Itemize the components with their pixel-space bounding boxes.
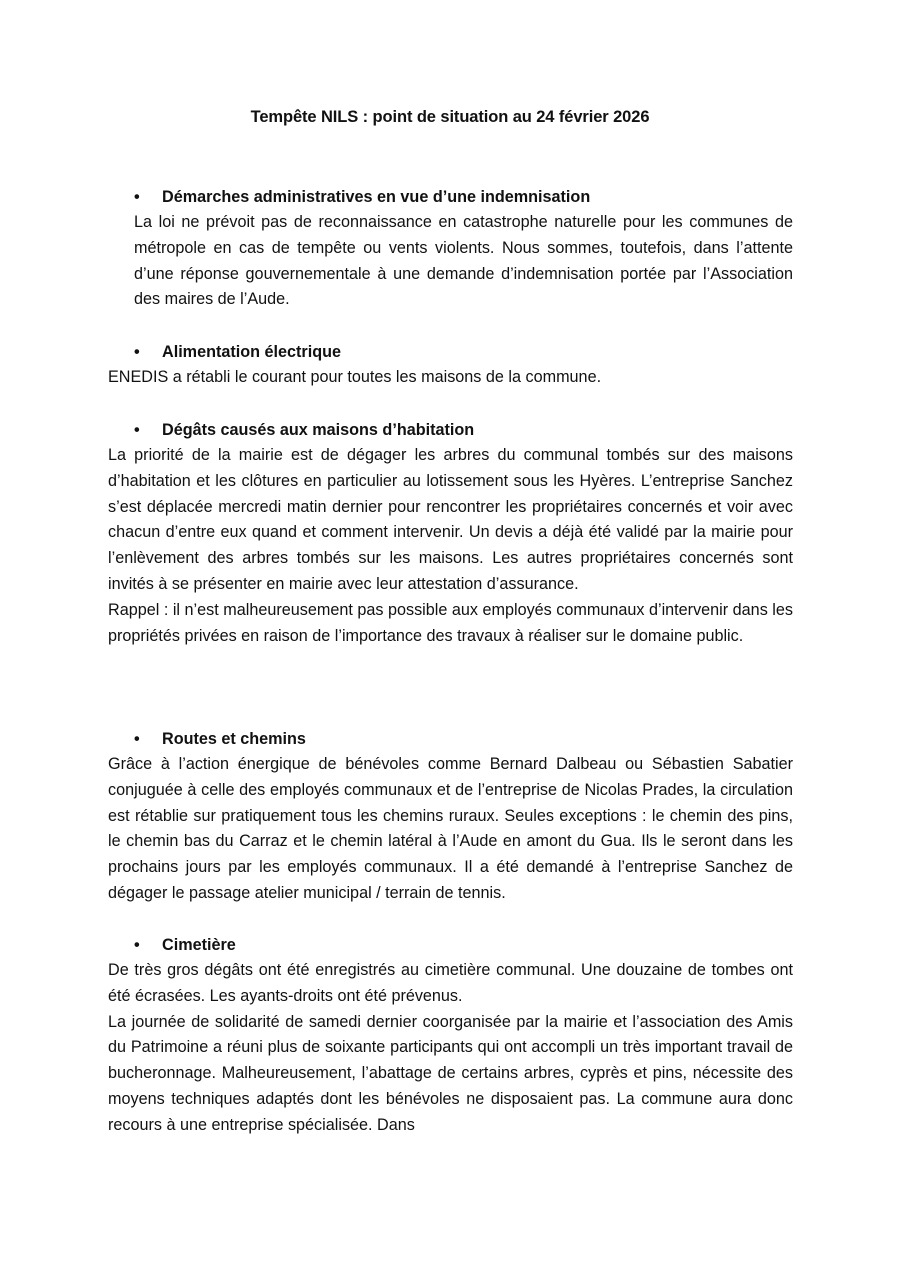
section-paragraph: De très gros dégâts ont été enregistrés au cimetière communal. Une douzaine de tombes ont été écrasées. Les ayants-droits ont été prévenus. (108, 961, 793, 1005)
bullet-icon: • (134, 343, 140, 361)
section-paragraph: La loi ne prévoit pas de reconnaissance en catastrophe naturelle pour les communes de métropole en cas de tempête ou vents violents. Nous sommes, toutefois, dans l’attente d’une réponse gouvernementale à une demande d’indemnisation portée par l’Association des maires de l’Aude. (134, 213, 793, 309)
section-alimentation-electrique (108, 339, 793, 391)
bullet-icon: • (134, 936, 140, 954)
section-indemnisation (108, 184, 793, 313)
section-paragraph: La priorité de la mairie est de dégager les arbres du communal tombés sur des maisons d’habitation et les clôtures en particulier au lotissement sous les Hyères. L’entreprise Sanchez s’est déplacée mercredi matin dernier pour rencontrer les propriétaires concernés et voir avec chacun d’entre eux quand et comment intervenir. Un devis a déjà été validé par la mairie pour l’enlèvement des arbres tombés sur les maisons. Les autres propriétaires concernés sont invités à se présenter en mairie avec leur attestation d’assurance. (108, 446, 793, 593)
reminder-paragraph: Rappel : il n’est malheureusement pas possible aux employés communaux d’intervenir dans les propriétés privées en raison de l’importance des travaux à réaliser sur le domaine public. (108, 600, 793, 645)
section-heading-text: Cimetière (162, 936, 236, 954)
document-title: Tempête NILS : point de situation au 24 février 2026 (250, 108, 650, 126)
bullet-icon: • (134, 188, 140, 206)
section-cimetiere (108, 932, 793, 1139)
section-paragraph: ENEDIS a rétabli le courant pour toutes les maisons de la commune. (108, 368, 602, 386)
bullet-icon: • (134, 421, 140, 439)
section-heading (108, 726, 793, 752)
section-heading (108, 417, 793, 443)
section-degats-maisons (108, 417, 793, 649)
bullet-icon: • (134, 730, 140, 748)
section-heading (108, 932, 793, 958)
section-heading-text: Routes et chemins (162, 730, 306, 748)
section-paragraph: Grâce à l’action énergique de bénévoles comme Bernard Dalbeau ou Sébastien Sabatier conjuguée à celle des employés communaux et de l’entreprise de Nicolas Prades, la circulation est rétablie sur pratiquement tous les chemins ruraux. Seules exceptions : le chemin des pins, le chemin bas du Carraz et le chemin latéral à l’Aude en amont du Gua. Ils le seront dans les prochains jours par les employés communaux. Il a été demandé à l’entreprise Sanchez de dégager le passage atelier municipal / terrain de tennis. (108, 755, 793, 902)
section-routes-chemins (108, 726, 793, 907)
section-heading-text: Dégâts causés aux maisons d’habitation (162, 421, 475, 439)
section-heading-text: Démarches administratives en vue d’une indemnisation (162, 188, 591, 206)
section-heading-text: Alimentation électrique (162, 343, 341, 361)
section-heading (108, 339, 793, 365)
section-heading (108, 184, 793, 210)
section-paragraph: La journée de solidarité de samedi dernier coorganisée par la mairie et l’association des Amis du Patrimoine a réuni plus de soixante participants qui ont accompli un très important travail de bucheronnage. Malheureusement, l’abattage de certains arbres, cyprès et pins, nécessite des moyens techniques adaptés dont les bénévoles ne disposaient pas. La commune aura donc recours à une entreprise spécialisée. Dans (108, 1012, 793, 1134)
